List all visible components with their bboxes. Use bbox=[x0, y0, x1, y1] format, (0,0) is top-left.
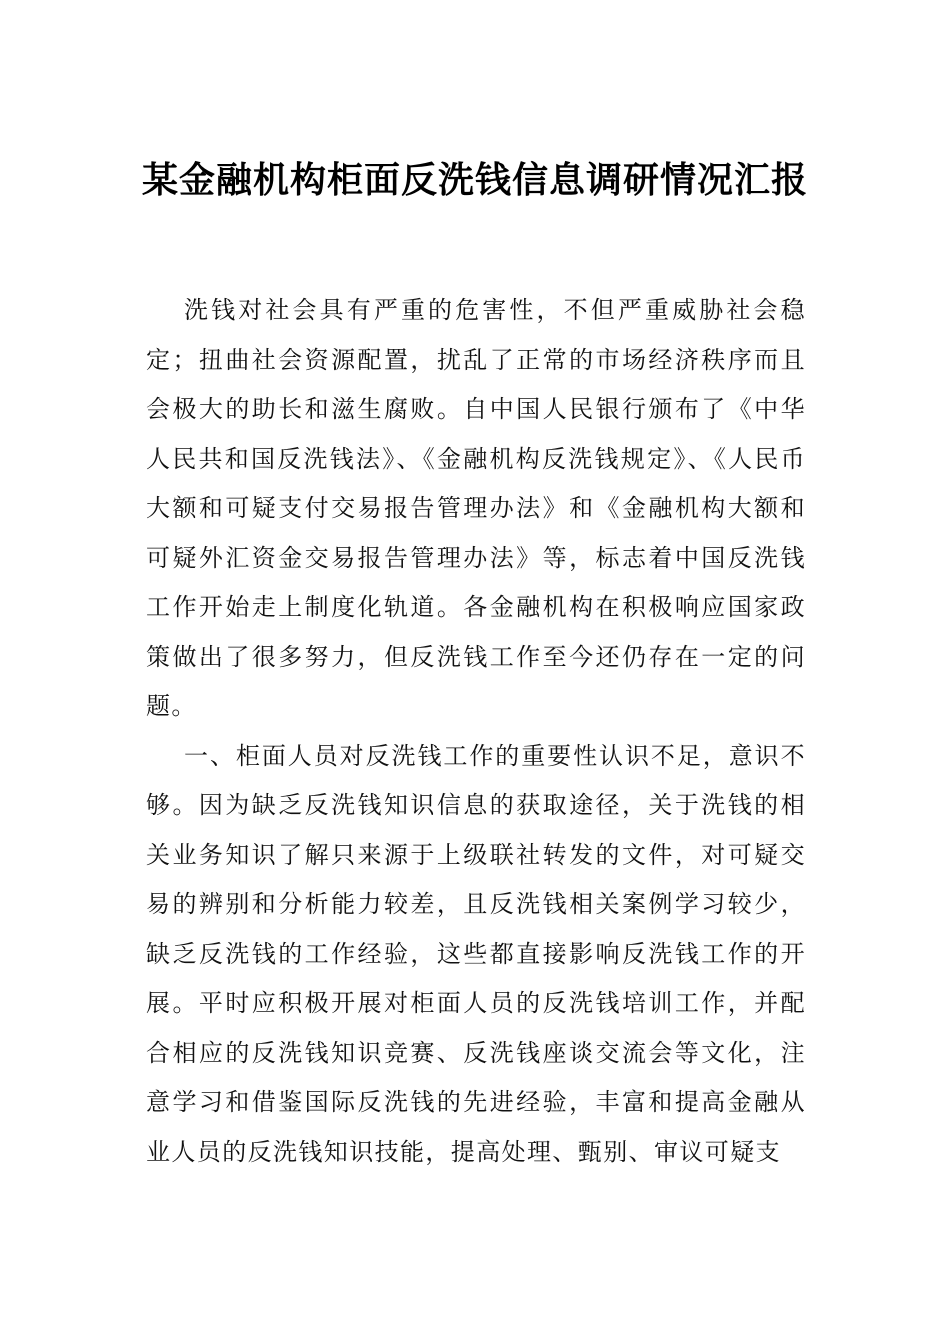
document-body bbox=[146, 286, 806, 1177]
paragraph-section-1: 一、柜面人员对反洗钱工作的重要性认识不足，意识不够。因为缺乏反洗钱知识信息的获取途径，关于洗钱的相关业务知识了解只来源于上级联社转发的文件，对可疑交易的辨别和分析能力较差，且反洗钱相关案例学习较少，缺乏反洗钱的工作经验，这些都直接影响反洗钱工作的开展。平时应积极开展对柜面人员的反洗钱培训工作，并配合相应的反洗钱知识竞赛、反洗钱座谈交流会等文化，注意学习和借鉴国际反洗钱的先进经验，丰富和提高金融从业人员的反洗钱知识技能，提高处理、甄别、审议可疑支 bbox=[146, 741, 806, 1166]
paragraph-intro: 洗钱对社会具有严重的危害性，不但严重威胁社会稳定；扭曲社会资源配置，扰乱了正常的市场经济秩序而且会极大的助长和滋生腐败。自中国人民银行颁布了《中华人民共和国反洗钱法》、《金融机构反洗钱规定》、《人民币大额和可疑支付交易报告管理办法》和《金融机构大额和可疑外汇资金交易报告管理办法》等，标志着中国反洗钱工作开始走上制度化轨道。各金融机构在积极响应国家政策做出了很多努力，但反洗钱工作至今还仍存在一定的问题。 bbox=[146, 296, 806, 720]
document-title: 某金融机构柜面反洗钱信息调研情况汇报 bbox=[141, 159, 808, 201]
